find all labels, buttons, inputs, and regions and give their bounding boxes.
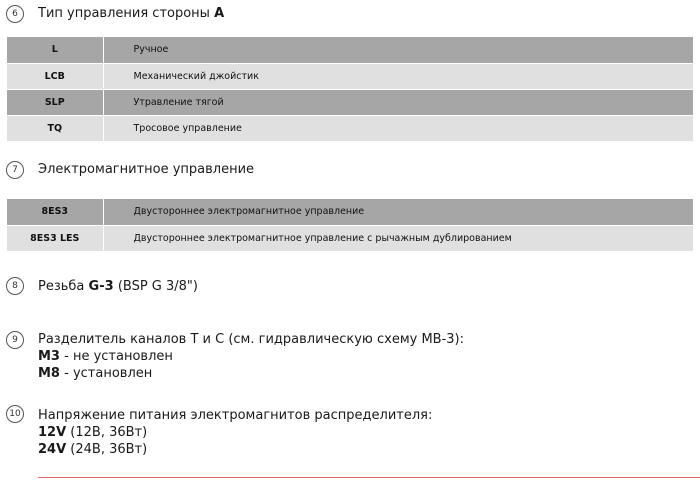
bottom-divider (38, 477, 700, 478)
row-code: SLP (7, 89, 103, 115)
option-desc: - не установлен (64, 349, 173, 364)
option-code: M3 (38, 349, 60, 364)
section-9-text (38, 331, 464, 382)
electromagnetic-table (7, 199, 693, 252)
table-row (7, 199, 693, 225)
thread-code: G-3 (88, 279, 114, 294)
thread-spec: (BSP G 3/8") (117, 279, 198, 294)
section-6-number: 6 (6, 5, 24, 23)
section-8-text (38, 278, 198, 295)
section-10-title: Напряжение питания электромагнитов распределителя: (38, 408, 433, 423)
row-code: LCB (7, 63, 103, 89)
section-6-title-text: Тип управления стороны (38, 6, 210, 21)
section-10-text (38, 407, 432, 458)
option-code: M8 (38, 366, 60, 381)
table-row (7, 63, 693, 89)
section-6-title-bold: A (214, 6, 225, 21)
option-12v (38, 424, 432, 441)
option-code: 24V (38, 442, 67, 457)
section-6-title (38, 6, 224, 21)
row-code: L (7, 37, 103, 63)
option-m8 (38, 365, 464, 382)
option-24v (38, 441, 432, 458)
table-row (7, 225, 693, 251)
option-code: 12V (38, 425, 67, 440)
row-desc: Тросовое управление (103, 115, 693, 141)
section-10-number: 10 (6, 405, 24, 423)
row-code: 8ES3 (7, 199, 103, 225)
table-row (7, 115, 693, 141)
row-code: 8ES3 LES (7, 225, 103, 251)
thread-prefix: Резьба (38, 279, 85, 294)
section-9-number: 9 (6, 331, 24, 349)
row-desc: Утравление тягой (103, 89, 693, 115)
section-8-number: 8 (6, 277, 24, 295)
option-desc: (24В, 36Вт) (70, 442, 148, 457)
table-row (7, 89, 693, 115)
option-desc: - установлен (64, 366, 153, 381)
section-7-title: Электромагнитное управление (38, 162, 255, 177)
row-desc: Двустороннее электромагнитное управление с рычажным дублированием (103, 225, 693, 251)
row-desc: Ручное (103, 37, 693, 63)
section-9-title: Разделитель каналов Т и С (см. гидравлическую схему МВ-3): (38, 332, 465, 347)
control-type-table (7, 37, 693, 142)
option-m3 (38, 348, 464, 365)
row-code: TQ (7, 115, 103, 141)
section-7-number: 7 (6, 161, 24, 179)
option-desc: (12В, 36Вт) (70, 425, 148, 440)
table-row (7, 37, 693, 63)
row-desc: Механический джойстик (103, 63, 693, 89)
row-desc: Двустороннее электромагнитное управление (103, 199, 693, 225)
